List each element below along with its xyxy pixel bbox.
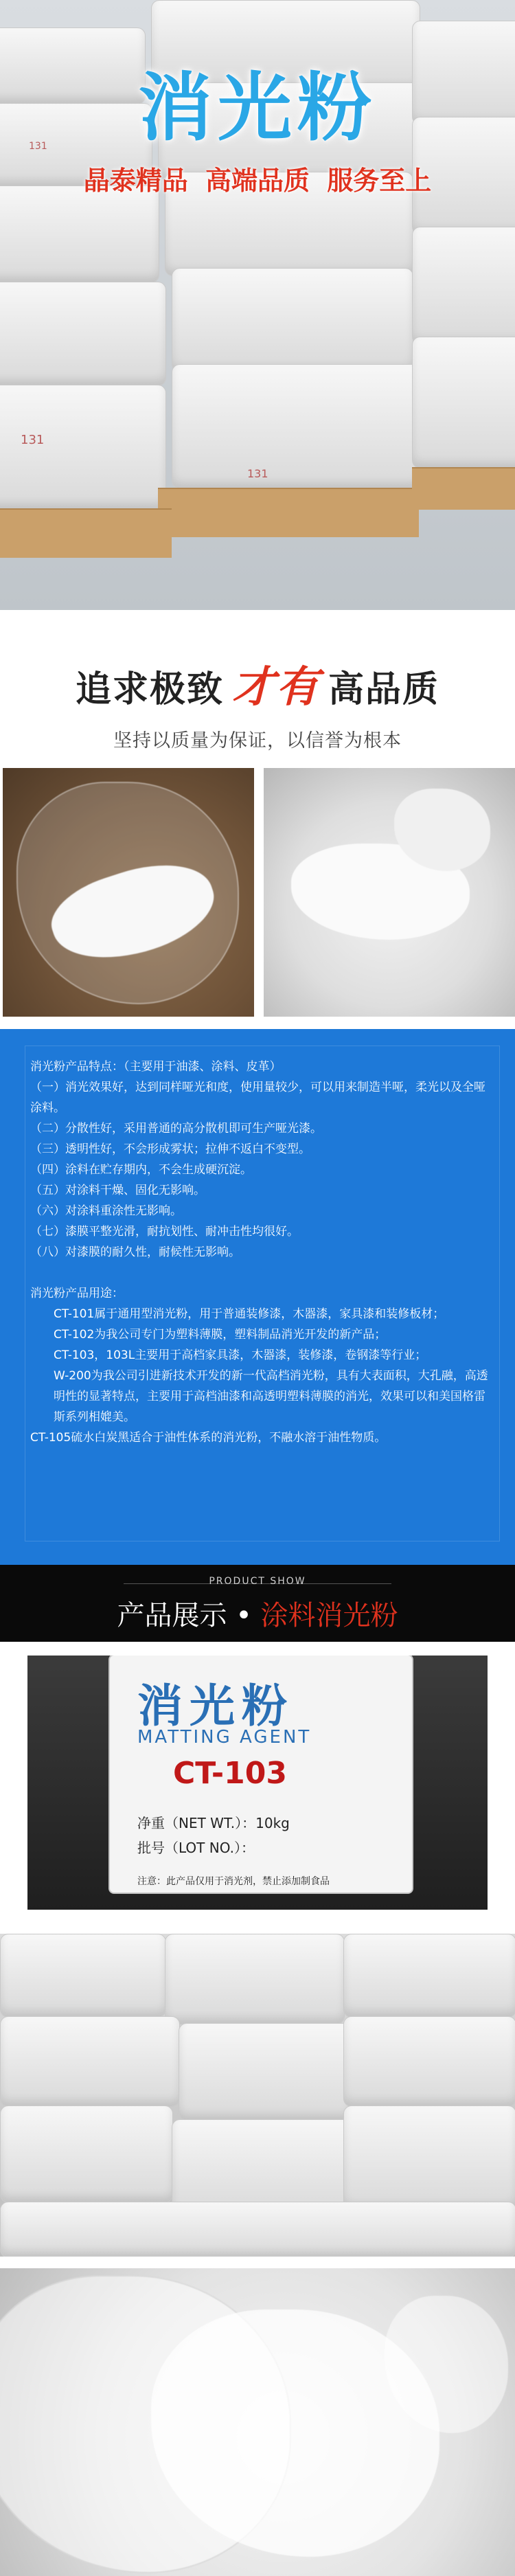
bag-model: CT-103: [173, 1756, 287, 1791]
bag-weight: 净重（NET WT.）：10kg: [137, 1815, 290, 1831]
usage-item: CT-103，103L主要用于高档家具漆，木器漆，装修漆，卷钢漆等行业；: [54, 1348, 427, 1362]
bag-shape: [179, 2023, 352, 2121]
bag-note: 注意：此产品仅用于消光剂，禁止添加制食品: [137, 1876, 330, 1887]
spacer: [30, 1263, 490, 1283]
bag-mark: 131: [21, 433, 45, 447]
pallet: [158, 488, 419, 537]
bag-stack-photo: [0, 1934, 515, 2257]
slogan-part: 晶泰精品: [83, 166, 188, 196]
feature-item: （四）涂料在贮存期内，不会生成硬沉淀。: [30, 1163, 252, 1177]
bag-shape: [172, 268, 413, 372]
product-show-en: PRODUCT SHOW: [209, 1576, 306, 1587]
pursuit-part: 追求极致: [75, 669, 224, 710]
usage-item: CT-105硫水白炭黑适合于油性体系的消光粉，不融水溶于油性物质。: [30, 1431, 387, 1445]
open-bag-powder-photo: [0, 2268, 515, 2576]
bag-shape: [0, 2016, 180, 2107]
powder-in-bag-photo: [3, 768, 254, 1017]
usage-item: W-200为我公司引进新技术开发的新一代高档消光粉，具有大表面积，大孔融，高透明性的显著特点，主要用于高档油漆和高透明塑料薄膜的消光，效果可以和美国格雷斯系列相媲美。: [54, 1369, 488, 1424]
bag-shape: [0, 2105, 173, 2203]
bag-mark: 131: [29, 141, 47, 152]
product-show-title: [0, 1594, 515, 1633]
bag-shape: [0, 185, 159, 283]
feature-item: （七）漆膜平整光滑，耐抗划性、耐冲击性均很好。: [30, 1225, 299, 1239]
bag-lot: 批号（LOT NO.）：: [137, 1840, 255, 1856]
bullet-icon: •: [236, 1600, 252, 1631]
bag-shape: [165, 1934, 345, 2024]
bag-label: [110, 1656, 412, 1893]
feature-item: （一）消光效果好，达到同样哑光和度，使用量较少，可以用来制造半哑，柔光以及全哑涂料。: [30, 1081, 485, 1115]
powder-closeup-photo: [264, 768, 515, 1017]
pursuit-subtitle: 坚持以质量为保证，以信誉为根本: [113, 730, 402, 752]
usage-item: CT-101属于通用型消光粉，用于普通装修漆，木器漆，家具漆和装修板材；: [54, 1307, 445, 1321]
feature-item: （三）透明性好，不会形成雾状；拉伸不返白不变型。: [30, 1142, 310, 1156]
feature-item: （五）对涂料干燥、固化无影响。: [30, 1184, 205, 1197]
usage-title: 消光粉产品用途：: [30, 1287, 124, 1300]
warehouse-bags-photo: [0, 0, 515, 610]
bag-shape: [343, 2016, 515, 2107]
pursuit-headline: [0, 653, 515, 714]
pursuit-part: 高品质: [328, 669, 440, 710]
plastic-bag-shape: [16, 782, 239, 1004]
hero-slogan: [0, 159, 515, 197]
pursuit-section: [0, 610, 515, 768]
features-title: 消光粉产品特点：（主要用于油漆、涂料、皮革）: [30, 1060, 282, 1074]
bag-shape: [343, 1934, 515, 2018]
slogan-part: 高端品质: [205, 166, 310, 196]
bag-shape: [412, 227, 515, 345]
product-info-section: [0, 1029, 515, 1565]
feature-item: （八）对漆膜的耐久性，耐候性无影响。: [30, 1245, 240, 1259]
pallet: [0, 508, 172, 558]
bag-shape: [0, 1934, 166, 2018]
pursuit-accent: 才有: [231, 662, 320, 712]
bag-subtitle: MATTING AGENT: [137, 1727, 312, 1748]
feature-item: （二）分散性好，采用普通的高分散机即可生产哑光漆。: [30, 1122, 322, 1136]
info-text: [30, 1057, 490, 1448]
feature-item: （六）对涂料重涂性无影响。: [30, 1204, 182, 1218]
slogan-part: 服务至上: [327, 166, 432, 196]
bag-shape: [0, 385, 166, 510]
bag-shape: [0, 2202, 515, 2257]
bag-shape: [412, 337, 515, 468]
product-bag-photo: [27, 1656, 488, 1910]
product-show-banner: [0, 1565, 515, 1642]
pallet: [412, 467, 515, 510]
bag-shape: [343, 2105, 515, 2210]
bag-title: 消光粉: [137, 1680, 294, 1732]
product-show-highlight: 涂料消光粉: [260, 1600, 398, 1631]
hero-title: 消光粉: [137, 65, 377, 151]
bag-shape: [0, 282, 166, 386]
bag-mark: 131: [247, 467, 268, 480]
bag-shape: [172, 364, 420, 489]
product-show-prefix: 产品展示: [117, 1600, 227, 1631]
usage-item: CT-102为我公司专门为塑料薄膜，塑料制品消光开发的新产品；: [54, 1328, 387, 1342]
